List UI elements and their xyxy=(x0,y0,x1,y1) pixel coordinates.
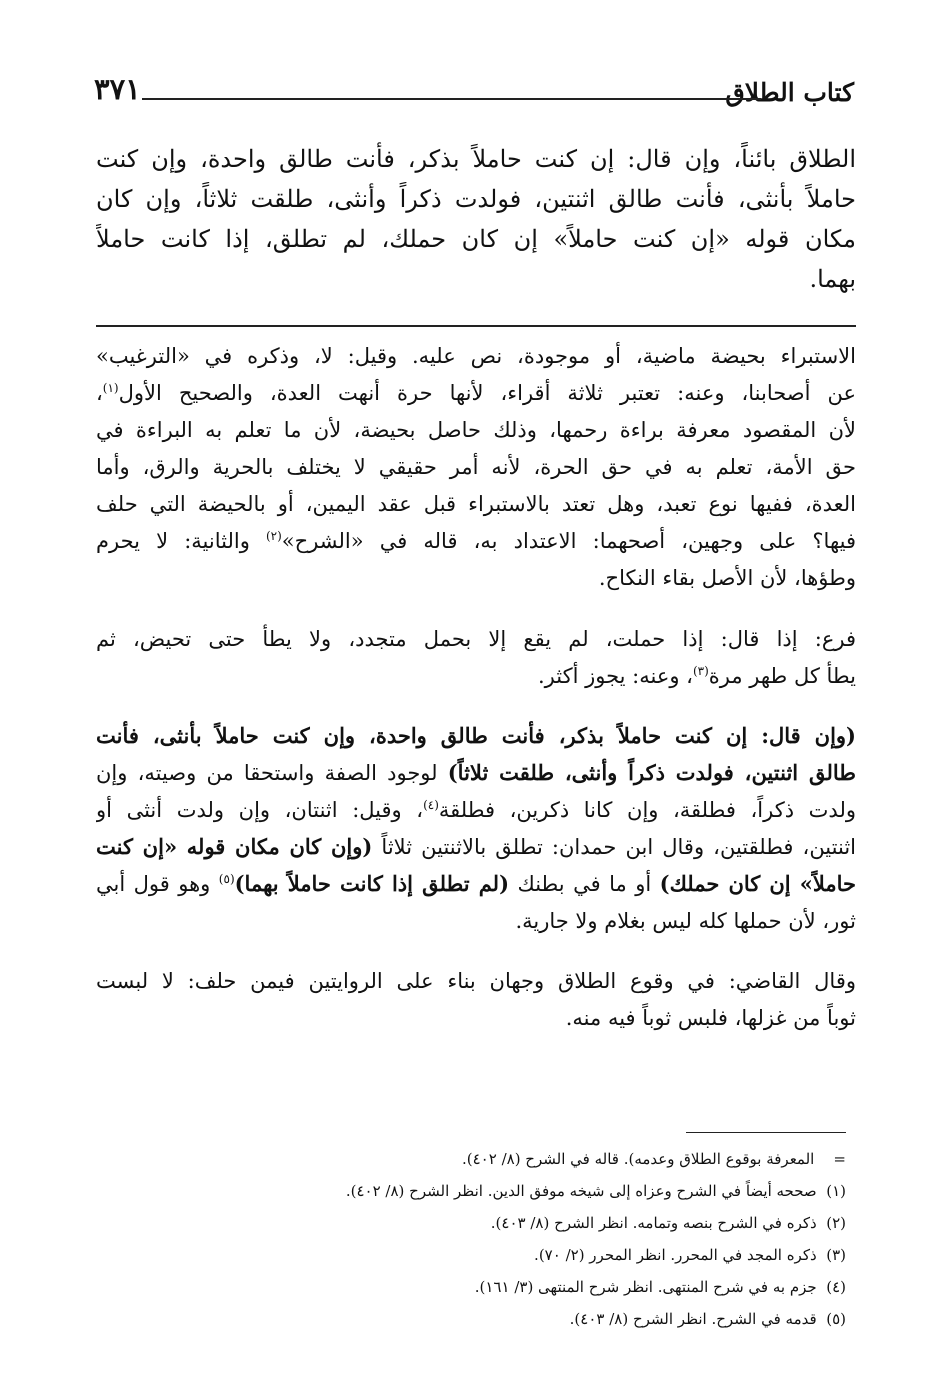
commentary-line: فرع: إذا قال: إذا حملت، لم يقع إلا بحمل متجدد، ولا يطأ حتى تحيض، ثم xyxy=(96,627,856,651)
commentary-line: وطؤها، لأن الأصل بقاء النكاح. xyxy=(598,566,856,590)
line-text: وهو قول أبي xyxy=(96,872,219,896)
footnote-ref: (٤) xyxy=(423,798,439,812)
footnote-ref: (٣) xyxy=(692,664,709,678)
footnote-ref: (٥) xyxy=(218,872,235,886)
commentary-line: وقال القاضي: في وقوع الطلاق وجهان بناء على الروايتين فيمن حلف: لا لبست xyxy=(96,969,856,993)
commentary-line: ثور، لأن حملها كله ليس بغلام ولا جارية. xyxy=(515,909,856,933)
line-text: ، xyxy=(96,381,103,405)
line-text: أو ما في بطنك xyxy=(509,872,660,896)
footnote xyxy=(226,1274,846,1300)
line-text: ، وعنه: يجوز أكثر. xyxy=(537,664,693,688)
header-rule xyxy=(142,98,761,100)
footnote xyxy=(226,1146,846,1172)
page-number: ٣٧١ xyxy=(94,72,141,106)
main-text-line: حاملاً بأنثى، فأنت طالق اثنتين، فولدت ذكراً وأنثى، طلقت ثلاثاً، وإن كان xyxy=(96,185,856,213)
commentary-line xyxy=(96,831,856,863)
commentary-line xyxy=(96,660,856,692)
commentary-line xyxy=(96,720,856,752)
footnote xyxy=(226,1178,846,1204)
commentary-line: لأن المقصود معرفة براءة رحمها، وذلك حاصل بحيضة، لأن ما تعلم به البراءة في xyxy=(96,418,856,442)
quoted-matn: طالق اثنتين، فولدت ذكراً وأنثى، طلقت ثلاثاً) xyxy=(447,760,856,785)
quoted-matn: (وإن كان مكان قوله «إن كنت xyxy=(96,834,373,859)
footnote-text: ذكره في الشرح بنصه وتمامه. انظر الشرح (٨/ ٤٠٣). xyxy=(490,1214,817,1232)
footnote-marker: (٥) xyxy=(826,1310,846,1328)
line-text: والثانية: لا يحرم xyxy=(96,529,266,553)
section-divider xyxy=(96,325,856,327)
footnote-marker: = xyxy=(833,1150,846,1168)
footnote xyxy=(226,1242,846,1268)
line-text: ، وقيل: اثنتان، وإن ولدت أنثى أو xyxy=(96,798,424,822)
footnote-marker: (٢) xyxy=(826,1214,846,1232)
commentary-line xyxy=(96,868,856,900)
footnote-marker: (١) xyxy=(826,1182,846,1200)
quoted-matn: (وإن قال: إن كنت حاملاً بذكر، فأنت طالق واحدة، وإن كنت حاملاً بأنثى، فأنت xyxy=(96,723,856,748)
footnote-text: قدمه في الشرح. انظر الشرح (٨/ ٤٠٣). xyxy=(569,1310,817,1328)
footnote-text: صححه أيضاً في الشرح وعزاه إلى شيخه موفق الدين. انظر الشرح (٨/ ٤٠٢). xyxy=(345,1182,817,1200)
footnote-text: جزم به في شرح المنتهى. انظر شرح المنتهى (٣/ ١٦١). xyxy=(474,1278,817,1296)
footnote-marker: (٤) xyxy=(826,1278,846,1296)
main-text-line: بهما. xyxy=(809,265,856,293)
commentary-line xyxy=(96,757,856,789)
line-text: اثنتين، فطلقتين، وقال ابن حمدان: تطلق بالاثنتين ثلاثاً xyxy=(372,835,856,859)
commentary-line: حق الأمة، تعلم به في حق الحرة، لأنه أمر حقيقي لا يختلف بالحرية والرق، وأما xyxy=(96,455,856,479)
running-header-title: كتاب الطلاق xyxy=(725,78,854,107)
line-text: يطأ كل طهر مرة xyxy=(708,664,856,688)
line-text: فيها؟ على وجهين، أصحهما: الاعتداد به، قاله في «الشرح» xyxy=(281,529,856,553)
footnote-divider xyxy=(686,1132,846,1133)
footnote-ref: (٢) xyxy=(265,529,282,543)
commentary-line xyxy=(96,525,856,557)
commentary-line xyxy=(96,794,856,826)
commentary-line: الاستبراء بحيضة ماضية، أو موجودة، نص عليه. وقيل: لا، وذكره في «الترغيب» xyxy=(96,344,856,368)
footnote-text: المعرفة بوقوع الطلاق وعدمه). قاله في الشرح (٨/ ٤٠٢). xyxy=(462,1150,815,1168)
commentary-line: العدة، ففيها نوع تعبد، وهل تعتد بالاستبراء قبل عقد اليمين، أو بالحيضة التي حلف xyxy=(96,492,856,516)
main-text-line: الطلاق بائناً، وإن قال: إن كنت حاملاً بذكر، فأنت طالق واحدة، وإن كنت xyxy=(96,145,856,173)
footnote-marker: (٣) xyxy=(826,1246,846,1264)
line-text: عن أصحابنا، وعنه: تعتبر ثلاثة أقراء، لأنها حرة أنهت العدة، والصحيح الأول xyxy=(118,381,856,405)
footnote-text: ذكره المجد في المحرر. انظر المحرر (٢/ ٧٠). xyxy=(534,1246,817,1264)
footnote xyxy=(226,1306,846,1332)
commentary-line: ثوباً من غزلها، فلبس ثوباً فيه منه. xyxy=(565,1006,856,1030)
line-text: لوجود الصفة واستحقا من وصيته، وإن xyxy=(96,761,448,785)
line-text: ولدت ذكراً، فطلقة، وإن كانا ذكرين، فطلقة xyxy=(438,798,856,822)
quoted-matn: (لم تطلق إذا كانت حاملاً بهما) xyxy=(234,871,510,896)
commentary-line xyxy=(96,377,856,409)
footnote-ref: (١) xyxy=(102,381,119,395)
quoted-matn: حاملاً» إن كان حملك) xyxy=(659,871,856,896)
footnote xyxy=(226,1210,846,1236)
main-text-line: مكان قوله «إن كنت حاملاً» إن كان حملك، لم تطلق، إذا كانت حاملاً xyxy=(96,225,856,253)
